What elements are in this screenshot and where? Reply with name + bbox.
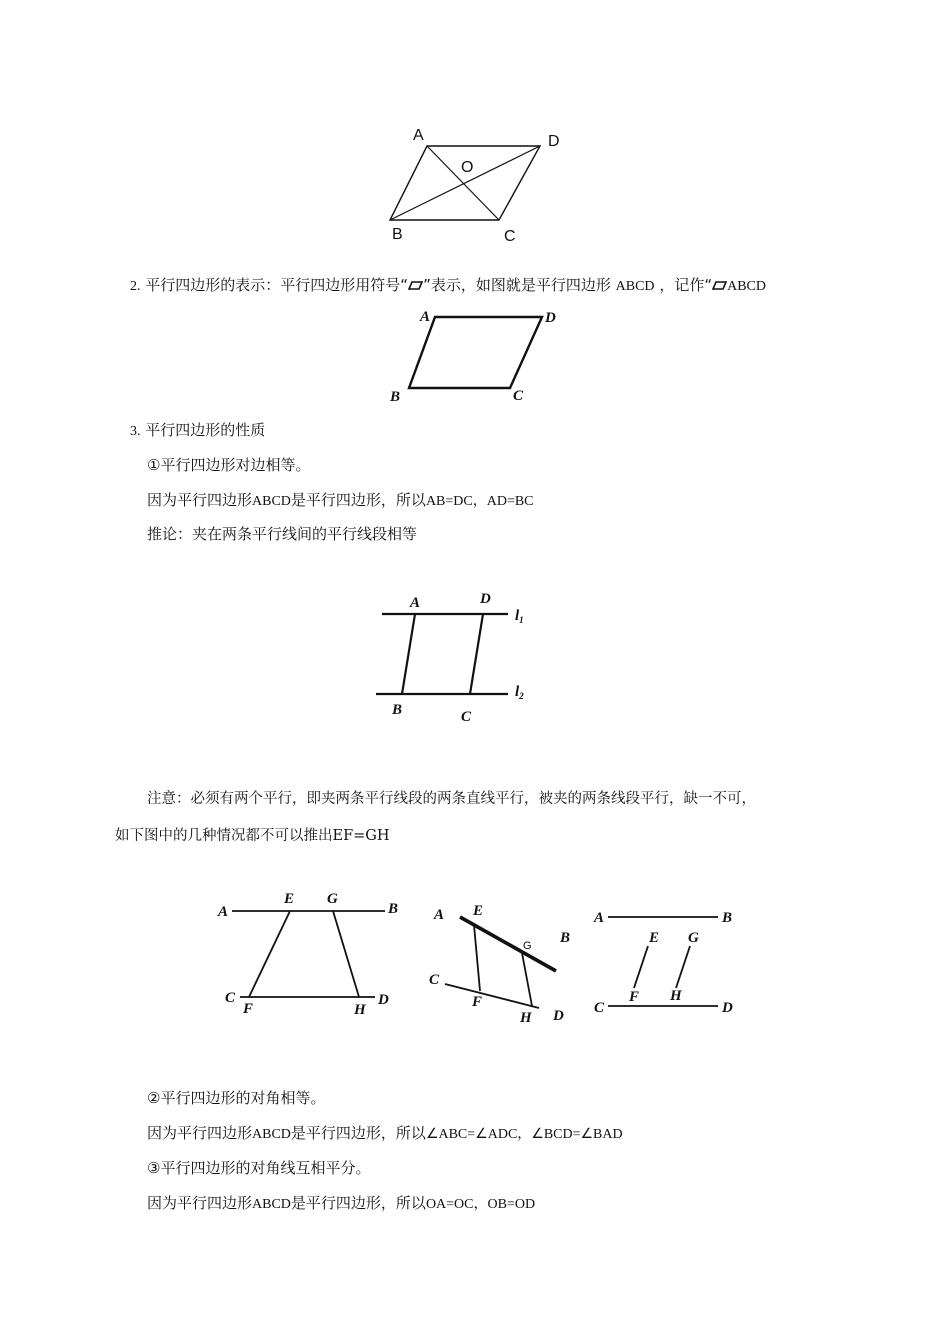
label-d: D bbox=[553, 1008, 564, 1024]
section2-line bbox=[130, 275, 766, 297]
label-a: A bbox=[410, 595, 421, 611]
figure-parallelogram-diagonals bbox=[380, 120, 570, 250]
label-e: E bbox=[473, 903, 484, 919]
section2-abcd-1: ABCD bbox=[615, 279, 655, 294]
section2-abcd-2: ABCD bbox=[727, 279, 766, 294]
segment-ef bbox=[249, 911, 290, 997]
prop2-reason-b: 是平行四边形，所以 bbox=[290, 1124, 426, 1142]
label-o: O bbox=[461, 159, 474, 176]
label-e: E bbox=[284, 891, 295, 907]
label-a: A bbox=[218, 904, 229, 920]
prop3-reason-b: 是平行四边形，所以 bbox=[290, 1194, 426, 1212]
label-b: B bbox=[392, 226, 403, 243]
section3-title bbox=[130, 420, 265, 442]
label-l1: $l_1$ bbox=[515, 608, 524, 625]
label-g: G bbox=[327, 891, 338, 907]
label-h: H bbox=[670, 988, 682, 1004]
prop1-reason-b: 是平行四边形，所以 bbox=[290, 491, 426, 509]
label-a: A bbox=[594, 910, 605, 926]
prop1-reason bbox=[147, 490, 534, 512]
figure-parallel-lines bbox=[370, 580, 540, 730]
label-f: F bbox=[629, 989, 640, 1005]
prop3-reason-a: 因为平行四边形 bbox=[147, 1194, 253, 1212]
prop2-reason bbox=[147, 1123, 623, 1145]
diagonal-bd bbox=[390, 146, 540, 220]
label-b: B bbox=[392, 702, 403, 718]
label-b: B bbox=[560, 930, 571, 946]
label-b: B bbox=[388, 901, 399, 917]
segment-gh bbox=[522, 953, 532, 1006]
label-f: F bbox=[243, 1001, 254, 1017]
label-h: H bbox=[354, 1002, 366, 1018]
counter-example-right bbox=[593, 910, 733, 1016]
prop3-result: OA=OC，OB=OD bbox=[425, 1197, 536, 1212]
label-c: C bbox=[225, 990, 236, 1006]
corollary: 推论：夹在两条平行线间的平行线段相等 bbox=[147, 525, 418, 543]
label-c: C bbox=[461, 709, 472, 725]
counter-example-middle bbox=[429, 903, 570, 1026]
label-l2: $l_2$ bbox=[515, 684, 524, 701]
label-d: D bbox=[480, 591, 491, 607]
note-line-1: 注意：必须有两个平行，即夹两条平行线段的两条直线平行，被夹的两条线段平行，缺一不可， bbox=[147, 791, 756, 807]
section2-text-b: ”表示，如图就是平行四边形 bbox=[423, 276, 611, 294]
section3-title-text: 平行四边形的性质 bbox=[145, 421, 266, 439]
segment-ef bbox=[634, 946, 648, 988]
segment-dc bbox=[470, 614, 483, 694]
label-a: A bbox=[413, 127, 424, 144]
segment-ab bbox=[402, 614, 415, 694]
label-d: D bbox=[722, 1000, 733, 1016]
prop3-abcd: ABCD bbox=[252, 1197, 291, 1212]
label-b: B bbox=[722, 910, 733, 926]
diagonal-ac bbox=[427, 146, 499, 220]
prop2-result: ∠ABC=∠ADC，∠BCD=∠BAD bbox=[425, 1127, 623, 1142]
section2-text-a: 平行四边形的表示：平行四边形用符号“ bbox=[145, 276, 409, 294]
figure-parallelogram bbox=[385, 305, 565, 410]
prop2-title: ②平行四边形的对角相等。 bbox=[147, 1089, 326, 1107]
line-cd bbox=[445, 984, 539, 1008]
prop2-reason-a: 因为平行四边形 bbox=[147, 1124, 253, 1142]
label-d: D bbox=[545, 310, 556, 326]
segment-gh bbox=[676, 946, 690, 988]
prop1-result: AB=DC，AD=BC bbox=[425, 494, 534, 509]
label-b: B bbox=[390, 389, 401, 405]
label-c: C bbox=[429, 972, 440, 988]
label-d: D bbox=[378, 992, 389, 1008]
prop2-abcd: ABCD bbox=[252, 1127, 291, 1142]
section3-number: 3. bbox=[130, 424, 141, 439]
segment-gh bbox=[333, 911, 359, 997]
counter-example-left bbox=[217, 891, 398, 1018]
label-h: H bbox=[520, 1010, 532, 1026]
label-a: A bbox=[434, 907, 445, 923]
label-a: A bbox=[420, 309, 431, 325]
segment-ef bbox=[474, 925, 480, 991]
label-c: C bbox=[594, 1000, 605, 1016]
label-c: C bbox=[513, 388, 524, 404]
section2-number: 2. bbox=[130, 279, 141, 294]
prop3-reason bbox=[147, 1193, 535, 1215]
prop1-title: ①平行四边形对边相等。 bbox=[147, 456, 311, 474]
label-c: C bbox=[504, 228, 516, 245]
prop1-abcd: ABCD bbox=[252, 494, 291, 509]
label-e: E bbox=[649, 930, 660, 946]
section2-text-c: ，记作“ bbox=[659, 276, 713, 294]
label-g: G bbox=[523, 940, 532, 952]
label-g: G bbox=[688, 930, 699, 946]
figure-counter-examples bbox=[210, 880, 750, 1030]
parallelogram-symbol-icon bbox=[712, 281, 727, 290]
prop1-reason-a: 因为平行四边形 bbox=[147, 491, 253, 509]
parallelogram-outline bbox=[409, 317, 542, 388]
parallelogram-symbol-icon bbox=[408, 281, 423, 290]
label-f: F bbox=[472, 994, 483, 1010]
prop3-title: ③平行四边形的对角线互相平分。 bbox=[147, 1159, 371, 1177]
note-line-2: 如下图中的几种情况都不可以推出EF=GH bbox=[115, 828, 390, 844]
label-d: D bbox=[548, 133, 560, 150]
